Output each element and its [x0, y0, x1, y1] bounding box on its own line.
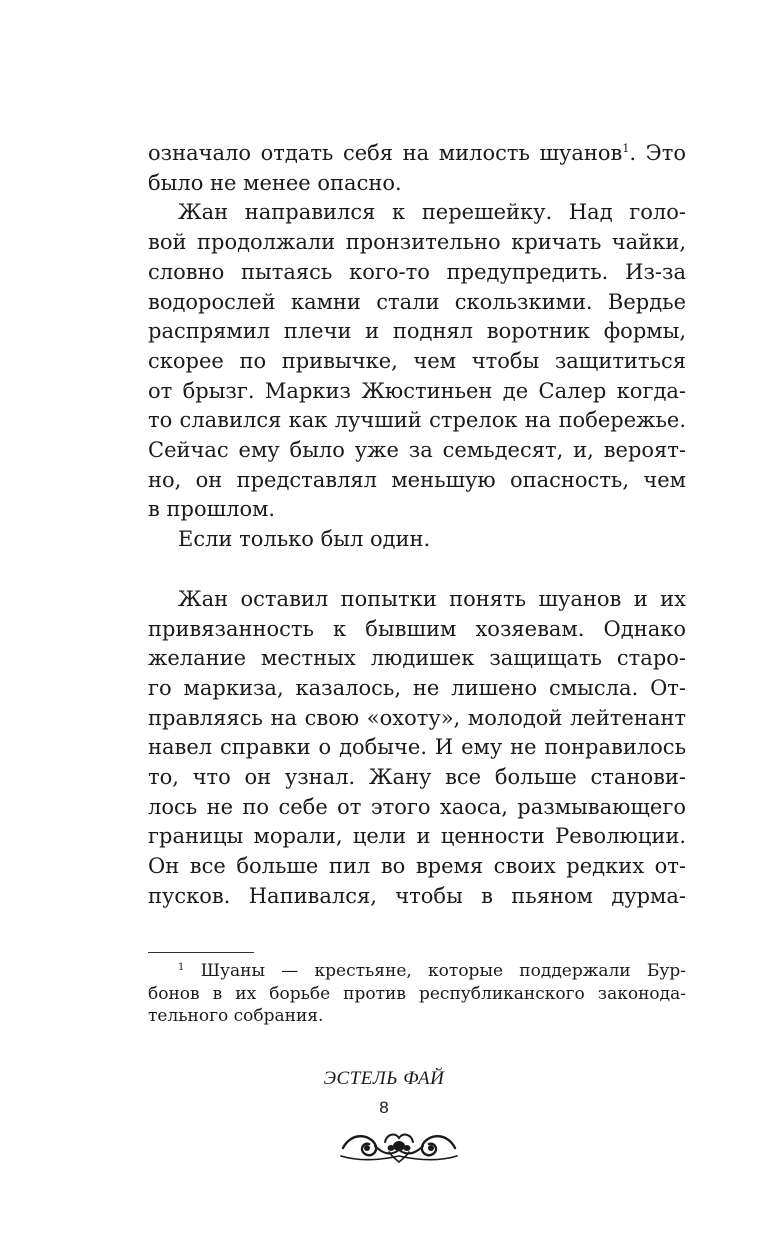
- footnote-line: тельного собрания.: [148, 1006, 324, 1027]
- text-line: то славился как лучший стрелок на побережье.: [148, 408, 686, 433]
- text-line: привязанность к бывшим хозяевам. Однако: [148, 616, 686, 641]
- text-span: . Это: [629, 141, 686, 165]
- running-title: ЭСТЕЛЬ ФАЙ: [323, 1068, 445, 1089]
- footnote-divider: [148, 952, 254, 953]
- footnote-line: [148, 960, 686, 983]
- footnote-reference[interactable]: 1: [622, 142, 630, 155]
- text-line: [148, 139, 686, 169]
- text-line: лось не по себе от этого хаоса, размывающего: [148, 794, 686, 819]
- text-line: пусков. Напивался, чтобы в пьяном дурма-: [148, 883, 686, 908]
- page-number: 8: [379, 1098, 389, 1117]
- section-break: [148, 555, 686, 585]
- footnote-line: бонов в их борьбе против республиканского законода-: [148, 983, 686, 1004]
- text-line: Он все больше пил во время своих редких от-: [148, 854, 686, 879]
- text-line: словно пытаясь кого-то предупредить. Из-за: [148, 259, 686, 284]
- text-line: Жан направился к перешейку. Над голо-: [178, 200, 686, 225]
- text-line: было не менее опасно.: [148, 170, 402, 195]
- text-line: го маркиза, казалось, не лишено смысла. От-: [148, 675, 686, 700]
- text-span: означало отдать себя на милость шуанов: [148, 141, 623, 165]
- text-line: Жан оставил попытки понять шуанов и их: [178, 586, 686, 611]
- text-line: от брызг. Маркиз Жюстиньен де Салер когда-: [148, 378, 686, 403]
- text-line: но, он представлял меньшую опасность, чем: [148, 467, 686, 492]
- text-line: скорее по привычке, чем чтобы защититься: [148, 348, 686, 373]
- text-line: навел справки о добыче. И ему не понравилось: [148, 735, 686, 760]
- text-line: то, что он узнал. Жану все больше станови-: [148, 765, 686, 790]
- text-line: правляясь на свою «охоту», молодой лейтенант: [148, 705, 686, 730]
- footnote-marker: 1: [178, 962, 185, 973]
- text-line: вой продолжали пронзительно кричать чайки,: [148, 230, 686, 255]
- text-line: в прошлом.: [148, 497, 276, 522]
- text-line: Если только был один.: [178, 527, 431, 552]
- text-line: желание местных людишек защищать старо-: [148, 646, 686, 671]
- flourish-ornament-icon: [337, 1122, 461, 1166]
- text-line: распрямил плечи и поднял воротник формы,: [148, 319, 686, 344]
- text-line: Сейчас ему было уже за семьдесят, и, вероят-: [148, 438, 686, 463]
- text-line: границы морали, цели и ценности Революции.: [148, 824, 686, 849]
- footnote-text: Шуаны — крестьяне, которые поддержали Бур-: [200, 961, 686, 981]
- text-line: водорослей камни стали скользкими. Вердье: [148, 289, 686, 314]
- footnote: [148, 960, 686, 1028]
- body-text: [148, 139, 686, 912]
